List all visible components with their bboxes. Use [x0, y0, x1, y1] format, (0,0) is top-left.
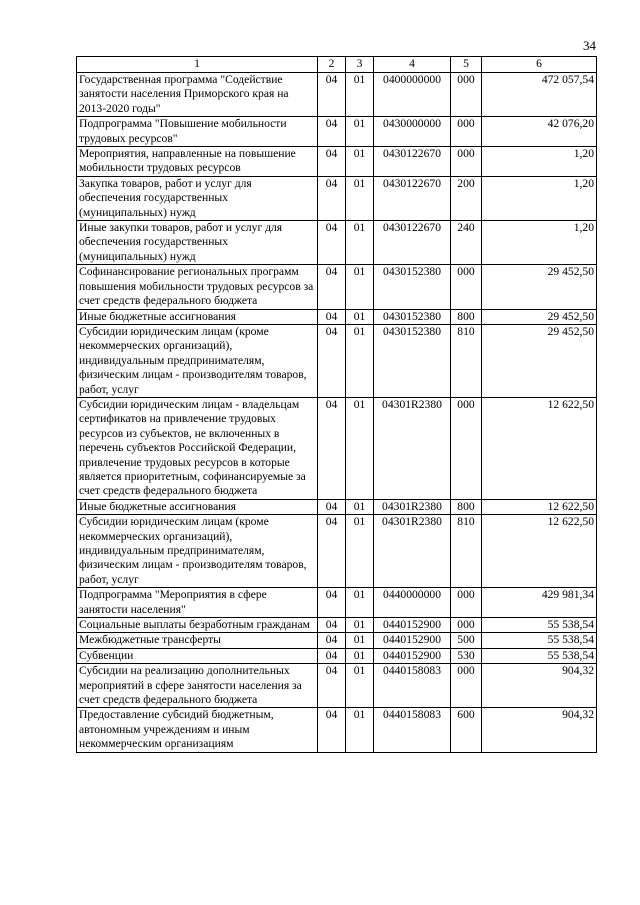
row-subsection: 01: [346, 515, 374, 588]
row-amount: 29 452,50: [482, 309, 597, 324]
row-amount: 12 622,50: [482, 397, 597, 499]
table-row: [77, 324, 597, 397]
row-name: Иные закупки товаров, работ и услуг для обеспечения государственных (муниципальных) нужд: [77, 221, 318, 265]
row-target-code: 0430152380: [374, 324, 451, 397]
row-section: 04: [318, 633, 346, 648]
row-name: Мероприятия, направленные на повышение мобильности трудовых ресурсов: [77, 147, 318, 177]
row-expense-type: 000: [451, 147, 482, 177]
row-subsection: 01: [346, 147, 374, 177]
row-expense-type: 000: [451, 588, 482, 618]
row-name: Подпрограмма "Мероприятия в сфере занятости населения": [77, 588, 318, 618]
row-subsection: 01: [346, 176, 374, 220]
table-row: [77, 664, 597, 708]
row-name: Субсидии на реализацию дополнительных мероприятий в сфере занятости населения за счет средств федерального бюджета: [77, 664, 318, 708]
row-target-code: 0430122670: [374, 176, 451, 220]
table-row: [77, 397, 597, 499]
row-subsection: 01: [346, 588, 374, 618]
row-section: 04: [318, 664, 346, 708]
table-row: [77, 176, 597, 220]
table-row: [77, 499, 597, 514]
row-expense-type: 800: [451, 309, 482, 324]
row-expense-type: 600: [451, 708, 482, 752]
row-amount: 55 538,54: [482, 633, 597, 648]
row-subsection: 01: [346, 221, 374, 265]
row-section: 04: [318, 324, 346, 397]
table-header: [77, 57, 597, 73]
table-row: [77, 588, 597, 618]
row-amount: 29 452,50: [482, 324, 597, 397]
row-target-code: 0440158083: [374, 708, 451, 752]
row-section: 04: [318, 176, 346, 220]
row-amount: 12 622,50: [482, 499, 597, 514]
row-subsection: 01: [346, 397, 374, 499]
table-row: [77, 221, 597, 265]
row-name: Иные бюджетные ассигнования: [77, 499, 318, 514]
table-row: [77, 648, 597, 663]
header-col-6: 6: [482, 57, 597, 73]
row-expense-type: 000: [451, 618, 482, 633]
row-name: Иные бюджетные ассигнования: [77, 309, 318, 324]
row-subsection: 01: [346, 265, 374, 309]
row-name: Подпрограмма "Повышение мобильности трудовых ресурсов": [77, 117, 318, 147]
row-amount: 55 538,54: [482, 648, 597, 663]
row-section: 04: [318, 648, 346, 663]
row-subsection: 01: [346, 618, 374, 633]
row-expense-type: 000: [451, 664, 482, 708]
row-amount: 904,32: [482, 664, 597, 708]
row-subsection: 01: [346, 664, 374, 708]
row-target-code: 0430122670: [374, 221, 451, 265]
row-expense-type: 800: [451, 499, 482, 514]
row-name: Субсидии юридическим лицам - владельцам сертификатов на привлечение трудовых ресурсов из субъектов, не включенных в перечень субъектов Российской Федерации, привлечение трудовых ресурсов в которые является приоритетным, софинансируемые за счет средств федерального бюджета: [77, 397, 318, 499]
row-amount: 429 981,34: [482, 588, 597, 618]
row-expense-type: 810: [451, 324, 482, 397]
row-name: Субвенции: [77, 648, 318, 663]
row-amount: 1,20: [482, 176, 597, 220]
row-name: Государственная программа "Содействие занятости населения Приморского края на 2013-2020 годы": [77, 73, 318, 117]
row-expense-type: 240: [451, 221, 482, 265]
row-name: Межбюджетные трансферты: [77, 633, 318, 648]
row-section: 04: [318, 708, 346, 752]
row-name: Субсидии юридическим лицам (кроме некоммерческих организаций), индивидуальным предпринимателям, физическим лицам - производителям товаров, работ, услуг: [77, 324, 318, 397]
row-amount: 472 057,54: [482, 73, 597, 117]
row-amount: 29 452,50: [482, 265, 597, 309]
row-target-code: 0440152900: [374, 618, 451, 633]
row-section: 04: [318, 397, 346, 499]
row-expense-type: 530: [451, 648, 482, 663]
row-section: 04: [318, 499, 346, 514]
table-row: [77, 515, 597, 588]
row-expense-type: 810: [451, 515, 482, 588]
header-row: [77, 57, 597, 73]
row-expense-type: 500: [451, 633, 482, 648]
table-row: [77, 265, 597, 309]
row-name: Социальные выплаты безработным гражданам: [77, 618, 318, 633]
row-target-code: 0440152900: [374, 633, 451, 648]
row-expense-type: 000: [451, 265, 482, 309]
row-subsection: 01: [346, 648, 374, 663]
header-col-1: 1: [77, 57, 318, 73]
table-row: [77, 147, 597, 177]
table-row: [77, 117, 597, 147]
row-target-code: 04301R2380: [374, 397, 451, 499]
row-name: Предоставление субсидий бюджетным, автономным учреждениям и иным некоммерческим организациям: [77, 708, 318, 752]
row-amount: 42 076,20: [482, 117, 597, 147]
header-col-2: 2: [318, 57, 346, 73]
row-target-code: 0440000000: [374, 588, 451, 618]
row-subsection: 01: [346, 499, 374, 514]
row-expense-type: 000: [451, 73, 482, 117]
row-amount: 1,20: [482, 147, 597, 177]
row-subsection: 01: [346, 324, 374, 397]
row-name: Субсидии юридическим лицам (кроме некоммерческих организаций), индивидуальным предпринимателям, физическим лицам - производителям товаров, работ, услуг: [77, 515, 318, 588]
table-row: [77, 633, 597, 648]
row-target-code: 0430152380: [374, 309, 451, 324]
row-section: 04: [318, 265, 346, 309]
row-expense-type: 200: [451, 176, 482, 220]
row-expense-type: 000: [451, 397, 482, 499]
header-col-3: 3: [346, 57, 374, 73]
budget-table: [76, 56, 597, 753]
row-expense-type: 000: [451, 117, 482, 147]
table-row: [77, 618, 597, 633]
row-subsection: 01: [346, 309, 374, 324]
row-section: 04: [318, 618, 346, 633]
header-col-5: 5: [451, 57, 482, 73]
row-subsection: 01: [346, 633, 374, 648]
row-subsection: 01: [346, 73, 374, 117]
row-amount: 12 622,50: [482, 515, 597, 588]
row-subsection: 01: [346, 117, 374, 147]
header-col-4: 4: [374, 57, 451, 73]
row-section: 04: [318, 221, 346, 265]
table-body: [77, 73, 597, 753]
row-target-code: 0400000000: [374, 73, 451, 117]
table-row: [77, 73, 597, 117]
row-target-code: 04301R2380: [374, 499, 451, 514]
row-section: 04: [318, 309, 346, 324]
row-target-code: 0430000000: [374, 117, 451, 147]
row-target-code: 0430122670: [374, 147, 451, 177]
table-row: [77, 309, 597, 324]
row-subsection: 01: [346, 708, 374, 752]
row-section: 04: [318, 117, 346, 147]
row-section: 04: [318, 515, 346, 588]
row-section: 04: [318, 73, 346, 117]
row-amount: 55 538,54: [482, 618, 597, 633]
row-target-code: 0430152380: [374, 265, 451, 309]
row-target-code: 0440158083: [374, 664, 451, 708]
row-amount: 904,32: [482, 708, 597, 752]
table-row: [77, 708, 597, 752]
row-target-code: 04301R2380: [374, 515, 451, 588]
page-number: 34: [583, 38, 596, 53]
row-amount: 1,20: [482, 221, 597, 265]
row-name: Закупка товаров, работ и услуг для обеспечения государственных (муниципальных) нужд: [77, 176, 318, 220]
row-section: 04: [318, 147, 346, 177]
row-section: 04: [318, 588, 346, 618]
row-target-code: 0440152900: [374, 648, 451, 663]
row-name: Софинансирование региональных программ повышения мобильности трудовых ресурсов за счет средств федерального бюджета: [77, 265, 318, 309]
